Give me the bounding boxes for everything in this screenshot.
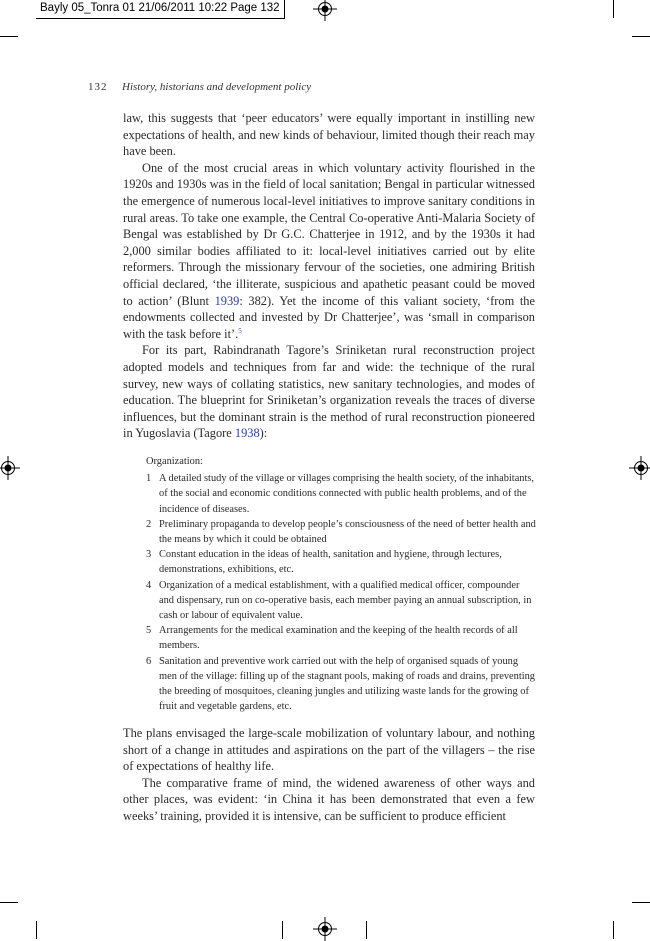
paragraph-3-text-before: For its part, Rabindranath Tagore’s Sriniketan rural reconstruction project adopted models and techniques from far and wide: the technique of the rural survey, new ways of collating statistics, new sanitary technologies, and modes of education. The blueprint for Sriniketan’s organization reveals the traces of diverse influences, but the dominant strain is the method of rural reconstruction pioneered in Yugoslavia (Tagore (123, 343, 535, 441)
list-item-text: A detailed study of the village or villages comprising the health society, of the inhabitants, of the social and economic conditions connected with public health problems, and of the incidence of diseases. (159, 473, 535, 515)
paragraph-2 (123, 160, 535, 343)
paragraph-1: law, this suggests that ‘peer educators’ were equally important in instilling new expectations of health, and new kinds of behaviour, limited though their reach may have been. (123, 111, 535, 159)
list-item-number: 4 (146, 579, 152, 591)
organization-list (146, 471, 536, 714)
list-item (146, 578, 536, 624)
block-quote (146, 454, 536, 714)
list-item-number: 5 (146, 625, 152, 637)
crop-mark-bottom-center-right (366, 921, 367, 939)
paragraph-2-text-after: : 382). Yet the income of this valiant society, ‘from the endowments collected and invested by Dr Chatterjee’, was ‘small in comparison with the task before it’. (123, 293, 535, 341)
crop-mark-bottom-right-v (613, 921, 614, 939)
list-item (146, 547, 536, 577)
crop-mark-bottom-right-h (632, 902, 650, 903)
list-item-text: Arrangements for the medical examination and the keeping of the health records of all members. (159, 625, 518, 652)
paragraph-3-text-after: ): (259, 426, 268, 441)
list-item-text: Organization of a medical establishment, with a qualified medical officer, compounder and dispensary, run on co-operative basis, each member paying an annual subscription, in cash or labour of equivalent value. (159, 579, 532, 622)
list-item-text: Constant education in the ideas of health, sanitation and hygiene, through lectures, demonstrations, exhibitions, etc. (159, 549, 502, 576)
crop-mark-bottom-left-h (0, 902, 18, 903)
printer-slug: Bayly 05_Tonra 01 21/06/2011 10:22 Page 132 (36, 0, 285, 19)
list-item-number: 3 (146, 549, 152, 561)
list-item (146, 654, 536, 715)
list-item (146, 623, 536, 653)
block-quote-label: Organization: (146, 456, 203, 467)
crop-mark-top-right-h (632, 36, 650, 37)
registration-mark-bottom-icon (313, 917, 337, 941)
page-number: 132 (88, 81, 108, 93)
list-item (146, 517, 536, 547)
paragraph-4: The plans envisaged the large-scale mobilization of voluntary labour, and nothing short of a change in attitudes and aspirations on the part of the villagers – the rise of expectations of healthy life. (123, 726, 535, 774)
list-item (146, 471, 536, 517)
body-text (123, 110, 535, 442)
running-title: History, historians and development policy (122, 81, 312, 93)
crop-mark-bottom-left-v (36, 921, 37, 939)
paragraph-2-text-before: One of the most crucial areas in which voluntary activity flourished in the 1920s and 1930s was in the field of local sanitation; Bengal in particular witnessed the emergence of numerous local-level initiatives to improve sanitary conditions in rural areas. To take one example, the Central Co-operative Anti-Malaria Society of Bengal was established by Dr G.C. Chatterjee in 1912, and by the 1930s it had 2,000 similar bodies affiliated to it: local-level initiatives carried out by elite reformers. Through the missionary fervour of the societies, one admiring British official declared, ‘the illiterate, suspicious and apathetic peasant could be moved to action’ (Blunt (123, 160, 535, 308)
list-item-number: 1 (146, 473, 152, 485)
crop-mark-bottom-center-left (282, 921, 283, 939)
running-head (88, 80, 538, 94)
registration-mark-right-icon (629, 456, 650, 480)
footnote-link[interactable]: 5 (238, 326, 242, 335)
paragraph-3 (123, 342, 535, 442)
citation-link-tagore[interactable]: 1938 (234, 426, 260, 441)
registration-mark-left-icon (0, 456, 20, 480)
paragraph-5: The comparative frame of mind, the widened awareness of other ways and other places, was evident: ‘in China it has been demonstrated that even a few weeks’ training, provided it is intensive, can be sufficient to produce efficient (123, 775, 535, 823)
list-item-number: 6 (146, 655, 152, 667)
crop-mark-top-left-h (0, 36, 18, 37)
crop-mark-top-right-v (613, 0, 614, 18)
list-item-number: 2 (146, 518, 152, 530)
list-item-text: Preliminary propaganda to develop people’s consciousness of the need of better health and the means by which it could be obtained (159, 518, 536, 546)
body-text-continued (123, 725, 535, 825)
registration-mark-top-icon (313, 0, 337, 21)
citation-link-blunt[interactable]: 1939 (214, 293, 240, 308)
list-item-text: Sanitation and preventive work carried out with the help of organised squads of young men of the village: filling up of the stagnant pools, making of roads and drains, preventing the breeding of mosquitoes, cleaning jungles and utilizing waste lands for the growing of fruit and vegetable gardens, etc. (159, 655, 536, 713)
